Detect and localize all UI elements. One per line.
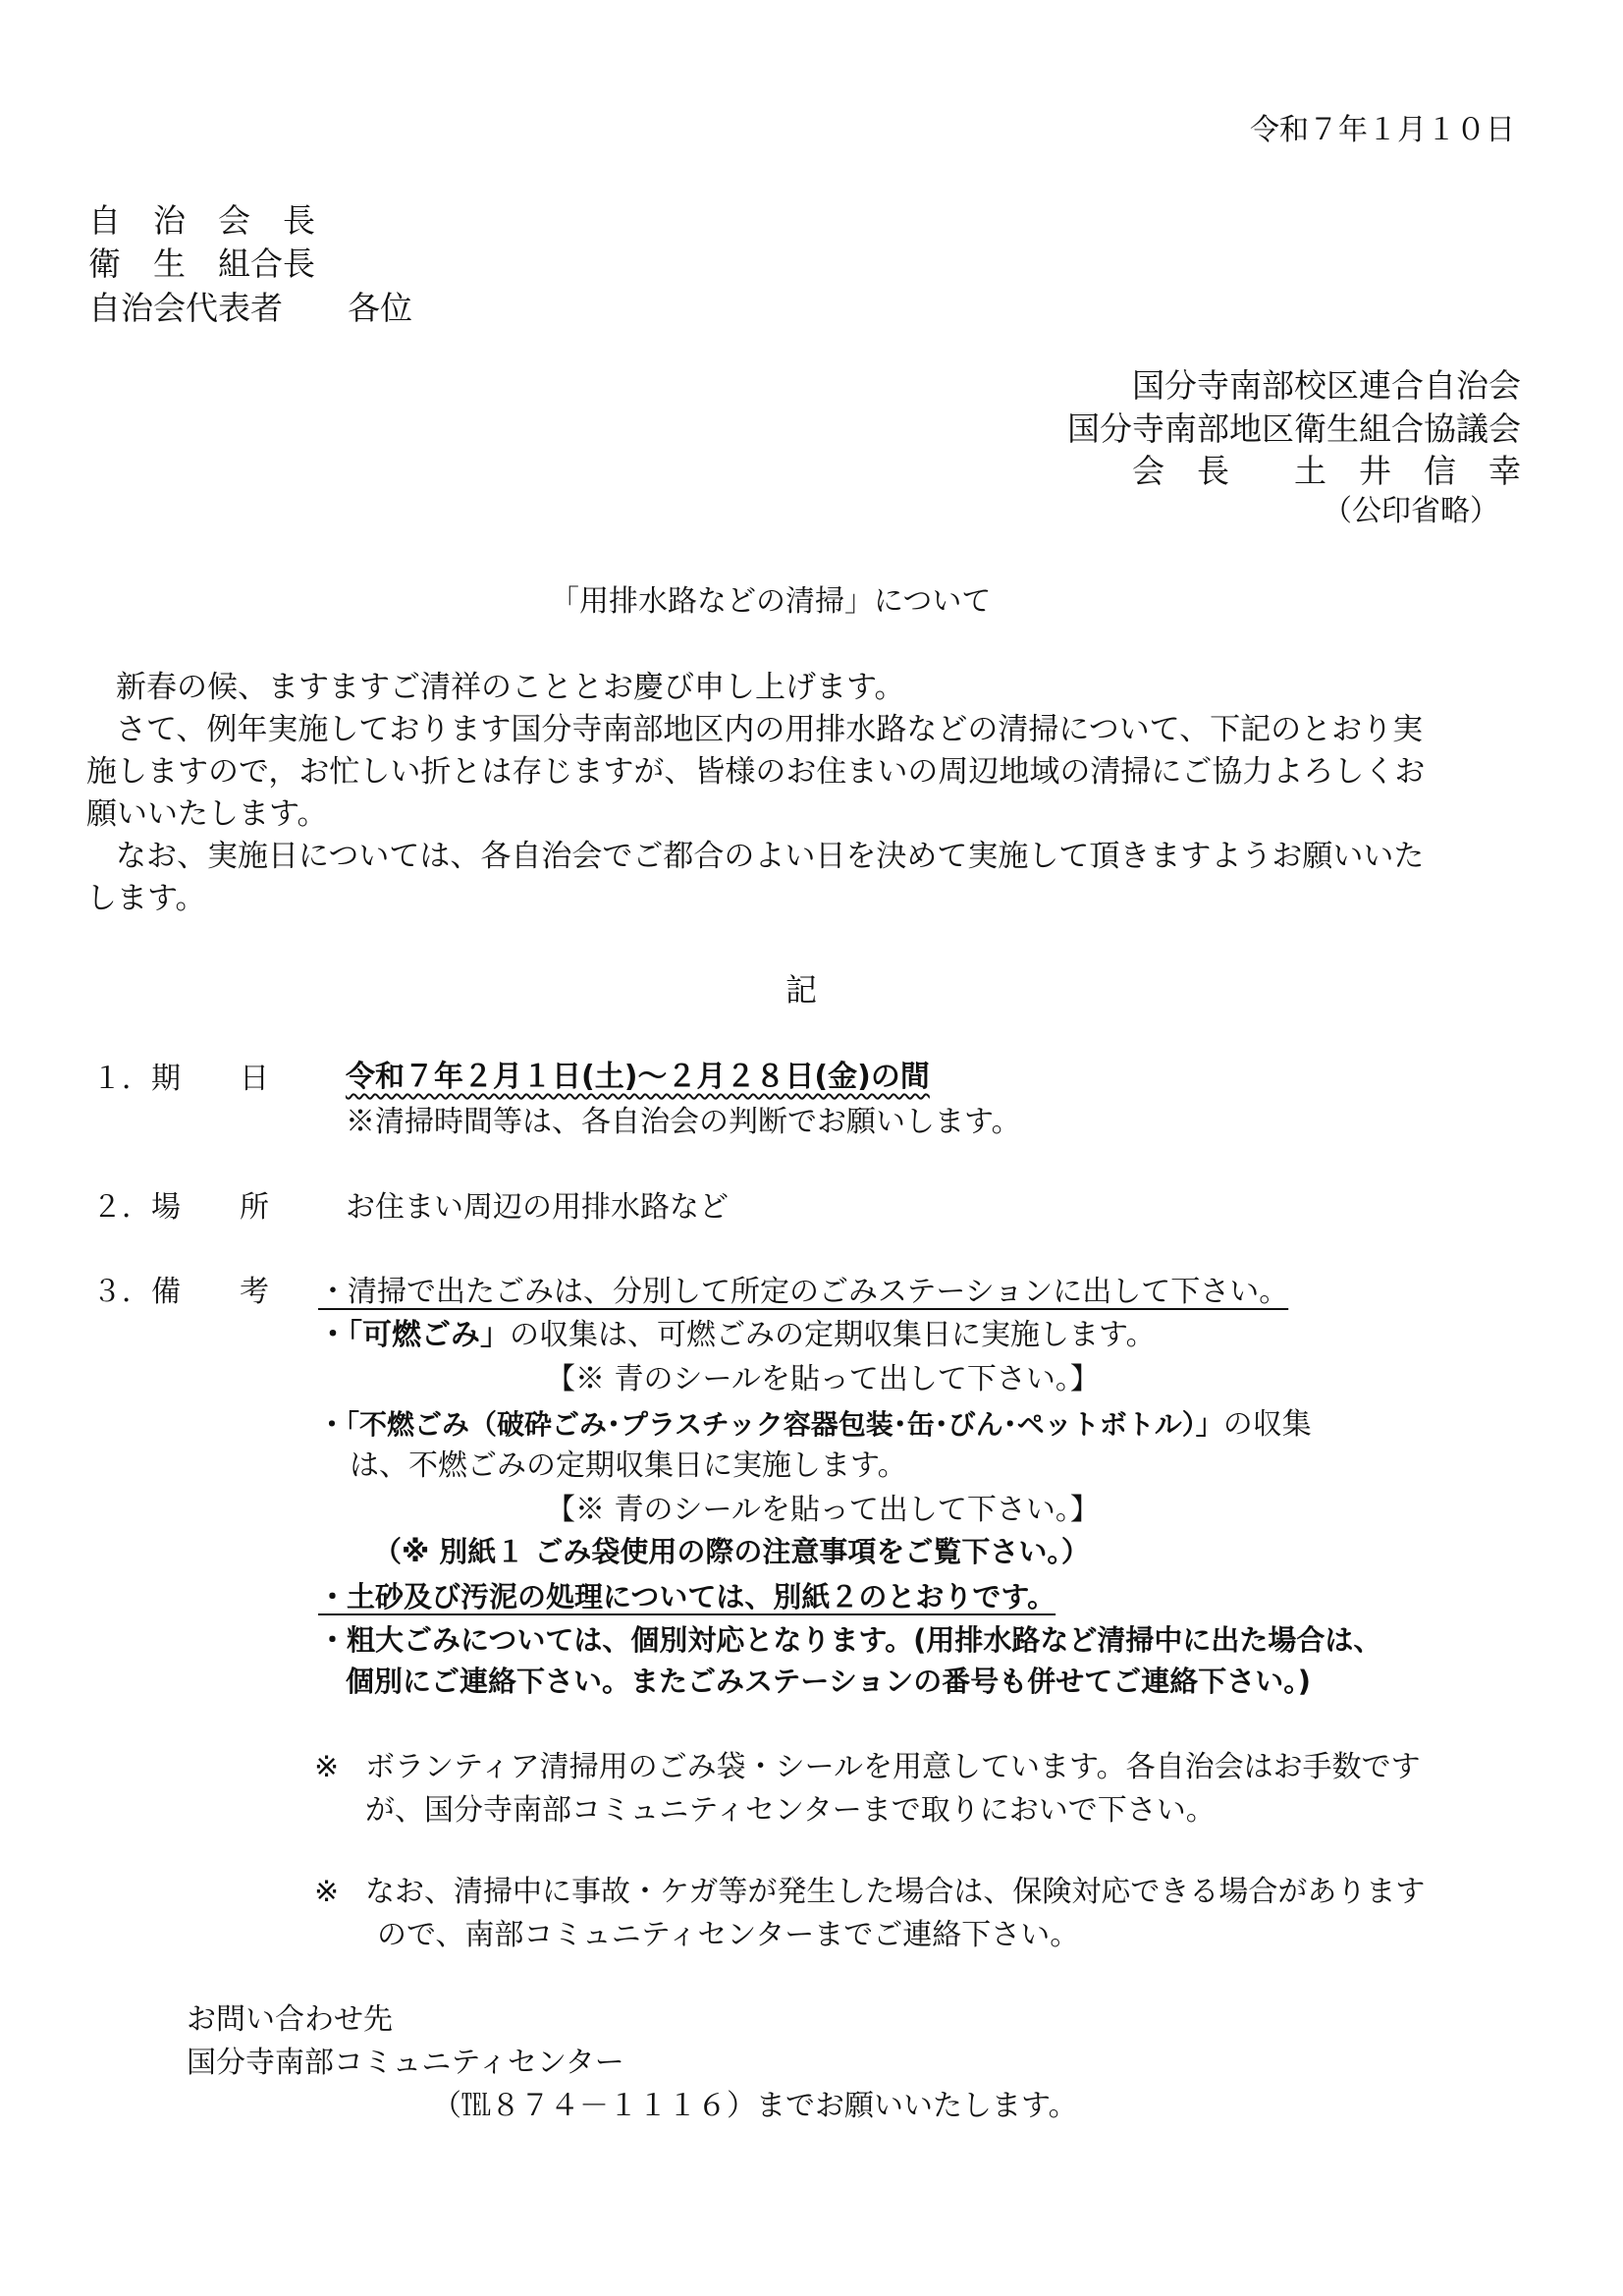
item-date-value: 令和７年２月１日(土)～２月２８日(金)の間 [346, 1060, 930, 1094]
item-date-label: １．期 日 [92, 1062, 269, 1096]
recipient-line-2: 衛 生 組合長 [88, 245, 315, 283]
remark-2-line1: なお、清掃中に事故・ケガ等が発生した場合は、保険対応できる場合があります [365, 1875, 1426, 1909]
recipient-line-3: 自治会代表者 各位 [88, 289, 412, 327]
note-nonburnable-line2: は、不燃ごみの定期収集日に実施します。 [350, 1449, 907, 1483]
item-place-label: ２．場 所 [92, 1190, 269, 1225]
note-nonburnable-text: の収集 [1222, 1407, 1312, 1442]
item-notes-label: ３．備 考 [92, 1275, 269, 1309]
remark-1-line1: ボランティア清掃用のごみ袋・シールを用意しています。各自治会はお手数です [365, 1750, 1421, 1784]
remark-2-line2: ので、南部コミュニティセンターまでご連絡下さい。 [377, 1918, 1080, 1952]
item-place-value: お住まい周辺の用排水路など [346, 1190, 729, 1225]
ki-heading: 記 [785, 971, 818, 1009]
sender-chair: 会 長 土 井 信 幸 [1132, 452, 1521, 490]
note-burnable-label: ・「可燃ごみ」 [318, 1318, 510, 1352]
remark-2-mark: ※ [314, 1875, 340, 1909]
body-line-5: なお、実施日については、各自治会でご都合のよい日を決めて実施して頂きますようお願いいた [116, 839, 1425, 874]
remark-1-line2: が、国分寺南部コミュニティセンターまで取りにおいで下さい。 [365, 1793, 1216, 1828]
sender-org-1: 国分寺南部校区連合自治会 [1132, 366, 1521, 405]
contact-center: 国分寺南部コミュニティセンター [187, 2046, 624, 2080]
body-line-6: します。 [86, 881, 206, 916]
document-title: 「用排水路などの清掃」について [550, 584, 992, 619]
seal-omitted-note: （公印省略） [1323, 494, 1499, 528]
note-attachment-1: （※ 別紙１ ごみ袋使用の際の注意事項をご覧下さい。） [373, 1535, 1090, 1568]
body-line-1: 新春の候、ますますご清祥のこととお慶び申し上げます。 [116, 670, 905, 705]
note-burnable-sticker: 【※ 青のシールを貼って出して下さい。】 [546, 1362, 1100, 1396]
note-oversized-line1: ・粗大ごみについては、個別対応となります。(用排水路など清掃中に出た場合は、 [318, 1623, 1382, 1657]
contact-tel: （℡８７４－１１１６）までお願いいたします。 [432, 2089, 1078, 2123]
note-nonburnable-label: ・「不燃ごみ（破砕ごみ･プラスチック容器包装･缶･びん･ペットボトル）」 [318, 1408, 1223, 1441]
body-line-2: さて、例年実施しております国分寺南部地区内の用排水路などの清掃について、下記のとおり実 [116, 712, 1424, 747]
note-oversized-line2: 個別にご連絡下さい。またごみステーションの番号も併せてご連絡下さい。) [346, 1665, 1312, 1698]
body-line-4: 願いいたします。 [86, 796, 328, 832]
note-nonburnable-sticker: 【※ 青のシールを貼って出して下さい。】 [546, 1493, 1100, 1527]
note-soil-sludge: ・土砂及び汚泥の処理については、別紙２のとおりです。 [318, 1580, 1056, 1613]
note-nonburnable [318, 1407, 1312, 1442]
remark-1-mark: ※ [314, 1750, 340, 1784]
item-date-note: ※清掃時間等は、各自治会の判断でお願いします。 [346, 1105, 1021, 1139]
body-line-3: 施しますので，お忙しい折とは存じますが、皆様のお住まいの周辺地域の清掃にご協力よろしくお [86, 754, 1426, 790]
sender-org-2: 国分寺南部地区衛生組合協議会 [1067, 410, 1521, 448]
note-burnable-text: の収集は、可燃ごみの定期収集日に実施します。 [510, 1318, 1156, 1352]
note-garbage-separation: ・清掃で出たごみは、分別して所定のごみステーションに出して下さい。 [318, 1275, 1289, 1309]
contact-label: お問い合わせ先 [187, 2002, 393, 2037]
note-burnable [318, 1318, 1156, 1352]
recipient-line-1: 自 治 会 長 [88, 201, 315, 240]
document-date: 令和７年１月１０日 [1250, 113, 1515, 147]
